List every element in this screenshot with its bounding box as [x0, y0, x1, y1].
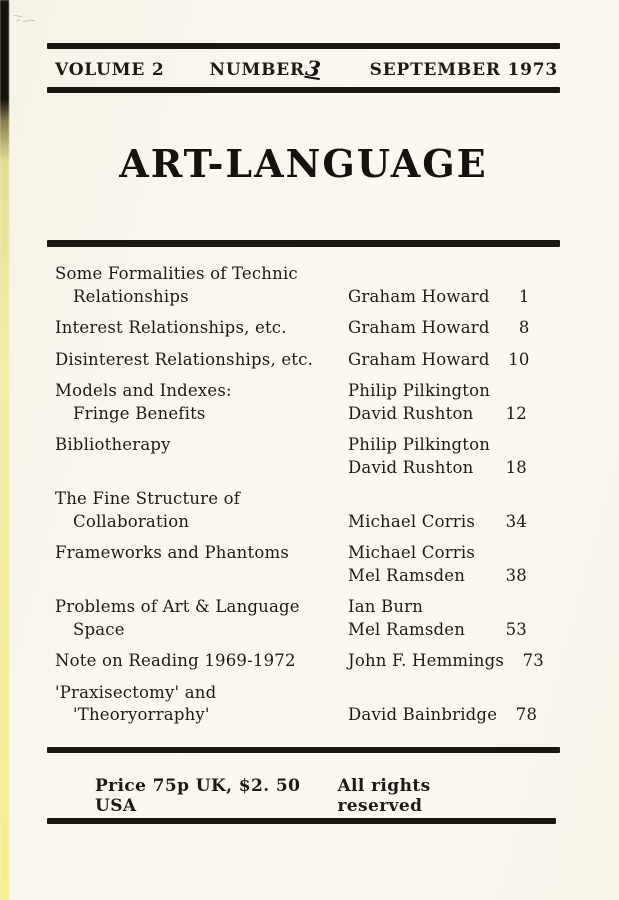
- toc-title: 'Theoryorraphy': [73, 705, 210, 724]
- contents-top-rule: [47, 240, 560, 247]
- scan-edge-artifact: [0, 0, 9, 900]
- masthead-bottom-rule: [47, 87, 560, 93]
- toc-line: [55, 542, 527, 565]
- toc-entry: [55, 650, 544, 673]
- toc-page-number: 8: [518, 318, 530, 337]
- toc-author: David Bainbridge: [348, 705, 498, 724]
- toc-page-number: 73: [522, 651, 544, 670]
- toc-author: Mel Ramsden: [348, 619, 466, 639]
- handwritten-issue-number: 3: [303, 54, 324, 83]
- toc-page-number: 53: [505, 619, 527, 639]
- toc-title: 'Praxisectomy' and: [55, 682, 217, 702]
- colophon-top-rule: [47, 747, 560, 753]
- toc-author: David Rushton: [348, 403, 474, 423]
- toc-page-number: 38: [505, 565, 527, 585]
- toc-title: Relationships: [73, 286, 189, 306]
- toc-line: [55, 349, 530, 372]
- rights-text: All rights reserved: [337, 776, 431, 816]
- toc-title: Fringe Benefits: [73, 403, 206, 423]
- toc-entry: [55, 542, 527, 587]
- toc-line: [55, 488, 527, 511]
- toc-line: [55, 317, 530, 340]
- journal-title: ART-LANGUAGE: [119, 141, 488, 186]
- toc-entry: [55, 263, 530, 308]
- toc-entry: [55, 349, 530, 372]
- toc-page-number: 10: [508, 349, 530, 369]
- toc-line: [55, 682, 527, 705]
- toc-title: Disinterest Relationships, etc.: [55, 349, 314, 369]
- toc-author: Graham Howard: [348, 349, 490, 369]
- toc-entry: [55, 682, 538, 727]
- toc-entry: [55, 596, 527, 641]
- toc-line: [55, 511, 527, 534]
- toc-page-number: 78: [515, 705, 538, 724]
- toc-line: [55, 457, 527, 480]
- toc-author: Graham Howard: [348, 286, 490, 306]
- number-label: NUMBER: [209, 60, 305, 80]
- pencil-scribble: [12, 12, 46, 26]
- issue-date: SEPTEMBER 1973: [369, 60, 558, 80]
- toc-author: David Rushton: [348, 457, 474, 477]
- toc-author: Philip Pilkington: [348, 381, 491, 400]
- toc-entry: [55, 380, 527, 425]
- bottom-rule: [47, 818, 556, 824]
- toc-title: Problems of Art & Language: [55, 597, 300, 616]
- toc-author: Ian Burn: [348, 597, 424, 616]
- toc-author: Mel Ramsden: [348, 565, 466, 585]
- toc-entry: [55, 434, 527, 479]
- toc-line: [55, 565, 527, 588]
- toc-title: Bibliotherapy: [55, 435, 171, 454]
- toc-title: Space: [73, 619, 125, 639]
- toc-author: Michael Corris: [348, 543, 476, 562]
- masthead: [47, 54, 560, 83]
- toc-line: [55, 263, 527, 286]
- volume-label: VOLUME 2: [55, 60, 165, 80]
- top-rule: [47, 43, 560, 49]
- table-of-contents: [47, 263, 560, 736]
- toc-title: Collaboration: [73, 511, 190, 531]
- toc-title: Interest Relationships, etc.: [55, 318, 287, 337]
- toc-author: John F. Hemmings: [348, 651, 504, 670]
- toc-line: [55, 403, 527, 426]
- toc-line: [55, 286, 530, 309]
- toc-author: Philip Pilkington: [348, 435, 491, 454]
- toc-line: [55, 434, 527, 457]
- toc-line: [55, 619, 527, 642]
- toc-author: Michael Corris: [348, 511, 476, 531]
- toc-line: [55, 380, 527, 403]
- toc-title: Some Formalities of Technic: [55, 264, 298, 283]
- toc-page-number: 34: [505, 511, 527, 531]
- price-text: Price 75p UK, $2. 50 USA: [95, 776, 301, 816]
- toc-page-number: 12: [505, 403, 527, 423]
- toc-page-number: 1: [518, 286, 530, 306]
- toc-line: [55, 650, 544, 673]
- toc-author: Graham Howard: [348, 318, 490, 337]
- toc-entry: [55, 317, 530, 340]
- toc-page-number: 18: [505, 457, 527, 477]
- toc-title: Models and Indexes:: [55, 381, 232, 400]
- toc-line: [55, 596, 527, 619]
- toc-line: [55, 704, 538, 727]
- toc-entry: [55, 488, 527, 533]
- toc-title: Frameworks and Phantoms: [55, 543, 289, 562]
- colophon: [47, 776, 560, 816]
- toc-title: Note on Reading 1969-1972: [55, 651, 296, 670]
- toc-title: The Fine Structure of: [55, 489, 241, 508]
